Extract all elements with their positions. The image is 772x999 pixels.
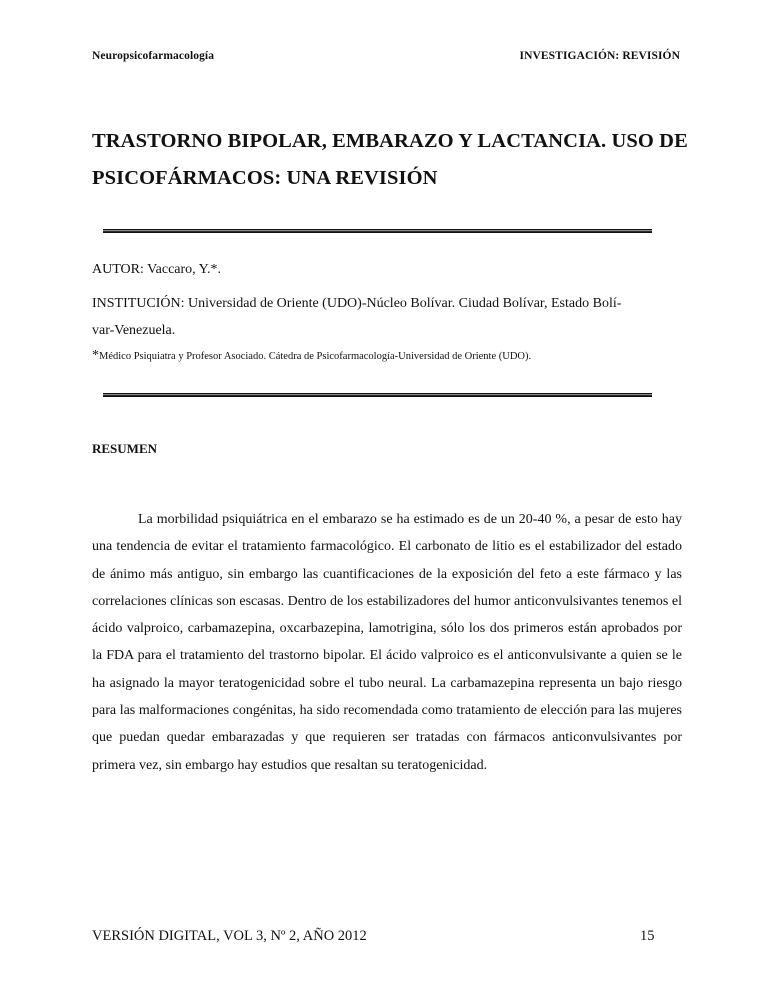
article-title-line-2: PSICOFÁRMACOS: UNA REVISIÓN (92, 167, 438, 189)
page-number: 15 (640, 928, 655, 944)
running-header-section: INVESTIGACIÓN: REVISIÓN (519, 50, 680, 62)
bottom-divider-rule (103, 393, 652, 397)
institution-line-1: INSTITUCIÓN: Universidad de Oriente (UDO)-Núcleo Bolívar. Ciudad Bolívar, Estado Bolí- (92, 296, 622, 311)
abstract-paragraph: La morbilidad psiquiátrica en el embarazo se ha estimado es de un 20-40 %, a pesar de esto hay una tendencia de evitar el tratamiento farmacológico. El carbonato de litio es el estabilizador del estado de ánimo más antiguo, sin embargo las cuantificaciones de la exposición del feto a este fármaco y las correlaciones clínicas son escasas. Dentro de los estabilizadores del humor anticonvulsivantes tenemos el ácido valproico, carbamazepina, oxcarbazepina, lamotrigina, sólo los dos primeros están aprobados por la FDA para el tratamiento del trastorno bipolar. El ácido valproico es el anticonvulsivante a quien se le ha asignado la mayor teratogenicidad sobre el tubo neural. La carbamazepina representa un bajo riesgo para las malformaciones congénitas, ha sido recomendada como tratamiento de elección para las mujeres que puedan quedar embarazadas y que requieren ser tratadas con fármacos anticonvulsivantes por primera vez, sin embargo hay estudios que resaltan su teratogenicidad. (92, 512, 682, 773)
institution-line-2: var-Venezuela. (92, 323, 176, 338)
running-header-journal: Neuropsicofarmacología (92, 50, 215, 62)
article-title-line-1: TRASTORNO BIPOLAR, EMBARAZO Y LACTANCIA. USO DE (92, 130, 688, 152)
institution (92, 290, 682, 344)
footer-edition: VERSIÓN DIGITAL, VOL 3, Nº 2, AÑO 2012 (92, 928, 367, 944)
top-divider-rule (103, 229, 652, 233)
article-title (92, 123, 692, 197)
abstract-heading: RESUMEN (92, 441, 158, 456)
footnote-mark: * (92, 348, 99, 363)
author-line: AUTOR: Vaccaro, Y.*. (92, 262, 221, 277)
author-footnote (92, 346, 692, 367)
footnote-text: Médico Psiquiatra y Profesor Asociado. Cátedra de Psicofarmacología-Universidad de Oriente (UDO). (99, 351, 532, 362)
